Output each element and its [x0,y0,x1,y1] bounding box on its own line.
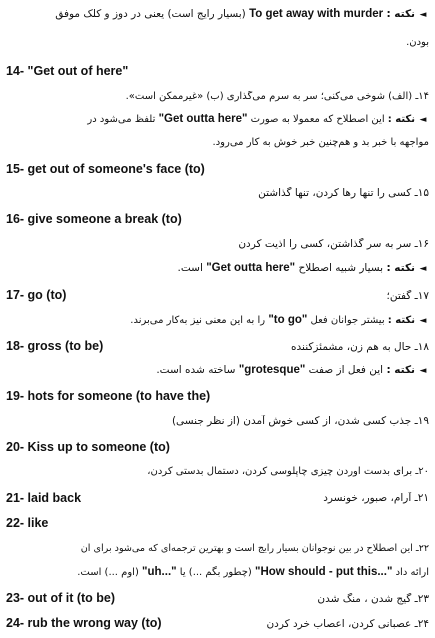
entry-22-meaning-line1: ۲۲ـ این اصطلاح در بین نوجوانان بسیار رایج است و بهترین ترجمه‌ای که می‌شود برای آن [80,543,429,554]
entry-24-head: 24- rub the wrong way (to) [6,616,162,630]
bullet-icon: ◄ [419,115,427,125]
bullet-icon: ◄ [419,366,427,376]
bullet-icon: ◄ [419,264,427,274]
bullet-icon: ◄ [419,10,427,20]
entry-22-meaning-line2: ارائه داد "How should - put this..." (چطور بگم ...) یا "uh..." (اوم ...) است. [77,566,429,578]
entry-14-note-line2: مواجهه با خبر بد و هم‌چنین خبر خوش به کار می‌رود. [212,137,429,148]
entry-18-meaning: ۱۸ـ حال به هم زن، مشمئزکننده [291,341,429,353]
top-note: ◄نکته : To get away with murder (بسیار رایج است) یعنی در دوز و کلک موفق [6,8,429,20]
entry-17-meaning: ۱۷ـ گفتن؛ [386,290,429,302]
entry-17-head: 17- go (to) [6,288,67,302]
entry-14-meaning: ۱۴ـ (الف) شوخی می‌کنی؛ سر به سرم می‌گذاری (ب) «غیرممکن است». [125,91,429,102]
entry-21-head: 21- laid back [6,491,82,505]
entry-16-meaning: ۱۶ـ سر به سر گذاشتن، کسی را اذیت کردن [238,238,429,250]
entry-19-meaning: ۱۹ـ جذب کسی شدن، از کسی خوش آمدن (از نظر جنسی) [171,415,429,427]
entry-16-note: ◄نکته : بسیار شبیه اصطلاح "Get outta here" است. [6,262,429,274]
entry-17-note: ◄نکته : بیشتر جوانان فعل "to go" را به این معنی نیز به‌کار می‌برند. [6,314,429,326]
entry-20-meaning: ۲۰ـ برای بدست آوردن چیزی چاپلوسی کردن، دستمال بدستی کردن، [147,466,429,477]
entry-15-meaning: ۱۵ـ کسی را تنها رها کردن، تنها گذاشتن [258,187,429,199]
entry-23-head: 23- out of it (to be) [6,591,116,605]
entry-15-head: 15- get out of someone's face (to) [6,162,205,176]
top-note-continued: بودن. [406,37,429,48]
bullet-icon: ◄ [419,316,427,326]
entry-22-head: 22- like [6,516,49,530]
entry-14-note: ◄نکته : این اصطلاح که معمولا به صورت "Get outta here" تلفظ می‌شود در [6,113,429,125]
entry-18-note: ◄نکته : این فعل از صفت "grotesque" ساخته شده است. [6,364,429,376]
entry-20-head: 20- Kiss up to someone (to) [6,440,170,454]
entry-24-meaning: ۲۴ـ عصبانی کردن، اعصاب خرد کردن [266,618,429,630]
entry-19-head: 19- hots for someone (to have the) [6,389,211,403]
entry-18-head: 18- gross (to be) [6,339,104,353]
entry-14-head: 14- "Get out of here" [6,64,129,78]
entry-16-head: 16- give someone a break (to) [6,212,182,226]
entry-21-meaning: ۲۱ـ آرام، صبور، خونسرد [323,492,429,504]
entry-23-meaning: ۲۳ـ گیج شدن ، منگ شدن [317,593,429,605]
